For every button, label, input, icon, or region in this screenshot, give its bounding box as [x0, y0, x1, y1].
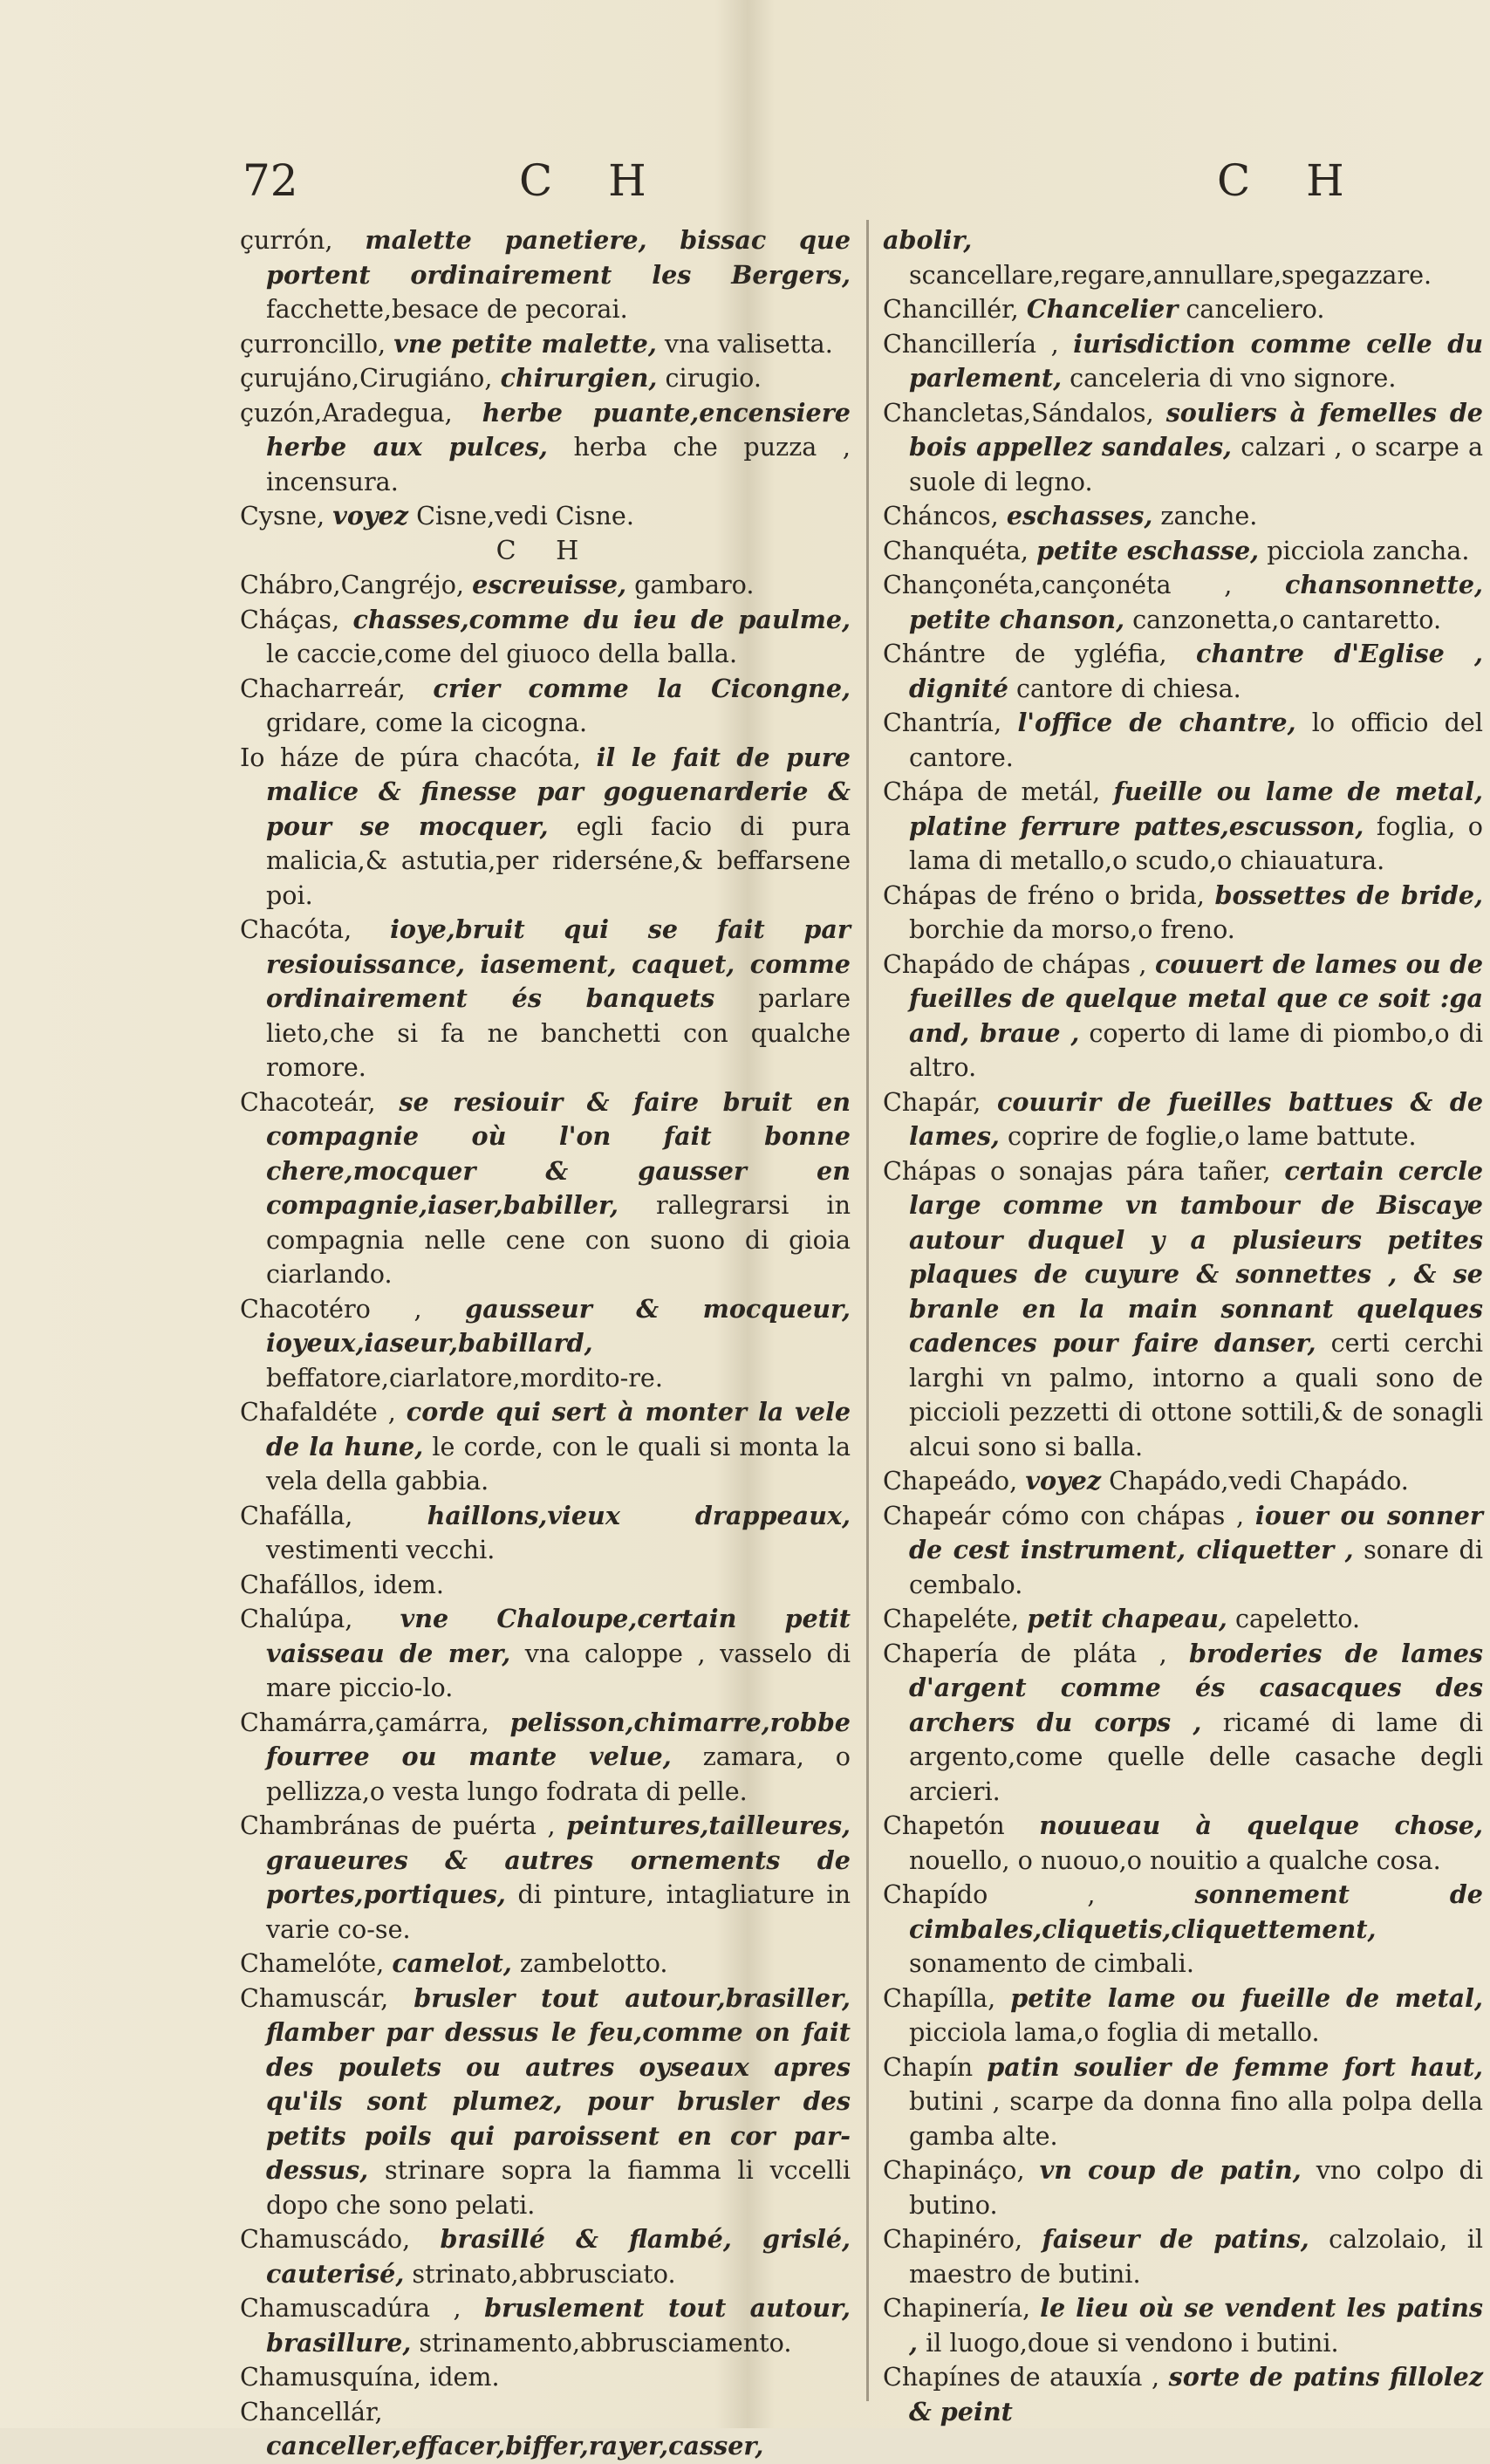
dictionary-entry [883, 2291, 1483, 2360]
dictionary-entry [240, 1947, 851, 1981]
dictionary-entry [883, 2360, 1483, 2429]
entry-headword: Chapetón [883, 1810, 1005, 1840]
dictionary-entry [240, 1981, 851, 2223]
entry-italian: butini , scarpe da donna fino alla polpa della gamba alte. [909, 2086, 1483, 2151]
entry-french: petite lame ou fueille de metal, [1010, 1982, 1484, 2013]
entry-italian: cantore di chiesa. [1016, 673, 1241, 703]
page-number: 72 [243, 155, 298, 206]
dictionary-entry [883, 637, 1483, 706]
entry-headword: Chapádo de chápas , [883, 948, 1147, 979]
entry-headword: Chapináço, [883, 2155, 1025, 2185]
entry-headword: Cysne, [240, 501, 325, 530]
entry-french: faiseur de patins, [1042, 2224, 1309, 2254]
dictionary-entry [240, 361, 851, 396]
entry-italian: sonamento de cimbali. [909, 1948, 1194, 1978]
entry-french: souliers à femelles de bois appellez sandales, [909, 397, 1483, 462]
dictionary-entry [240, 1809, 851, 1947]
entry-italian: vna valisetta. [664, 328, 833, 359]
entry-italian: le caccie,come del giuoco della balla. [266, 639, 738, 668]
dictionary-entry [883, 706, 1483, 775]
entry-headword: Chamuscár, [240, 1982, 389, 2013]
dictionary-entry [883, 2153, 1483, 2222]
entry-headword: çurujáno,Cirugiáno, [240, 363, 493, 393]
entry-headword: Chafállos, [240, 1569, 366, 1599]
entry-french: abolir, [883, 225, 973, 255]
entry-french: fueille ou lame de metal, platine ferrure pattes,escusson, [909, 777, 1483, 841]
entry-headword: Chamuscadúra , [240, 2293, 461, 2323]
entry-french: sonnement de cimbales,cliquetis,cliquettement, [909, 1879, 1483, 1944]
entry-headword: Chapínes de atauxía , [883, 2362, 1160, 2392]
entry-italian: sonare di cembalo. [909, 1535, 1483, 1599]
entry-french: certain cercle large comme vn tambour de Biscaye autour duquel y a plusieurs petites plaques de cuyure & sonnettes , & se branle en la main sonnant quelques cadences pour faire danser, [909, 1155, 1484, 1358]
dictionary-entry [240, 223, 851, 327]
entry-french: brasillé & flambé, grislé, cauterisé, [266, 2224, 851, 2289]
entry-italian: scancellare,regare,annullare,spegazzare. [909, 259, 1432, 290]
entry-headword: Chafálla, [240, 1500, 353, 1530]
entry-french: eschasses, [1006, 501, 1153, 530]
entry-headword: Chapeléte, [883, 1604, 1020, 1633]
entry-headword: Chapeár cómo con chápas , [883, 1500, 1245, 1530]
entry-headword: Chancillería , [883, 328, 1059, 359]
entry-french: vne petite malette, [393, 328, 657, 359]
entry-french: herbe puante,encensiere herbe aux pulces, [266, 397, 851, 462]
entry-italian: il luogo,doue si vendono i butini. [926, 2327, 1339, 2358]
dictionary-entry [240, 913, 851, 1085]
entry-french: brusler tout autour,brasiller, flamber par dessus le feu,comme on fait des poulets ou autres oyseaux apres qu'ils sont plumez, pour brusler des petits poils qui paroissent en cor par-dessus, [266, 1982, 851, 2185]
entry-italian: canzonetta,o cantaretto. [1132, 604, 1442, 634]
entry-italian: facchette,besace de pecorai. [266, 294, 628, 324]
dictionary-entry [883, 1154, 1483, 1465]
dictionary-entry [883, 1809, 1483, 1878]
entry-headword: Cháças, [240, 604, 340, 634]
entry-french: gausseur & mocqueur, ioyeux,iaseur,babillard, [266, 1293, 851, 1358]
entry-italian: zamara, o pellizza,o vesta lungo fodrata di pelle. [266, 1742, 851, 1806]
dictionary-entry [883, 327, 1483, 396]
dictionary-entry [240, 603, 851, 672]
dictionary-entry [240, 1602, 851, 1706]
dictionary-entry [883, 1602, 1483, 1637]
entry-headword: Cháncos, [883, 501, 999, 530]
entry-italian: nouello, o nuouo,o nouitio a qualche cosa. [909, 1845, 1441, 1875]
dictionary-entry [883, 948, 1483, 1085]
entry-italian: vestimenti vecchi. [266, 1535, 496, 1564]
entry-italian: beffatore,ciarlatore,mordito-re. [266, 1362, 663, 1393]
entry-italian: picciola lama,o foglia di metallo. [909, 2017, 1320, 2047]
entry-french: couurir de fueilles battues & de lames, [909, 1086, 1484, 1151]
entry-italian: lo officio del cantore. [909, 708, 1484, 772]
entry-french: pelisson,chimarre,robbe fourree ou mante velue, [266, 1707, 851, 1771]
entry-headword: Chacóta, [240, 914, 352, 944]
entry-french: voyez [1025, 1466, 1102, 1496]
entry-french: nouueau à quelque chose, [1039, 1810, 1484, 1840]
entry-italian: calzari , o scarpe a suole di legno. [909, 432, 1483, 496]
entry-italian: strinato,abbrusciato. [412, 2258, 676, 2289]
dictionary-entry [240, 327, 851, 362]
entry-headword: Chambránas de puérta , [240, 1810, 556, 1840]
dictionary-entry [240, 1085, 851, 1292]
entry-italian: coprire de foglie,o lame battute. [1007, 1121, 1417, 1151]
entry-french: vn coup de patin, [1039, 2155, 1302, 2185]
dictionary-entry [883, 1981, 1483, 2050]
dictionary-entry [240, 1395, 851, 1499]
dictionary-entry [240, 2395, 851, 2464]
entry-italian: herba che puzza , incensura. [266, 432, 851, 496]
entry-french: ioye,bruit qui se fait par resiouissance, iasement, caquet, comme ordinairement és banquets [266, 914, 851, 1013]
entry-french: malette panetiere, bissac que portent ordinairement les Bergers, [266, 225, 851, 290]
dictionary-entry [240, 396, 851, 500]
dictionary-entry [883, 292, 1483, 327]
dictionary-entry [240, 1292, 851, 1396]
entry-headword: Chancletas,Sándalos, [883, 397, 1154, 428]
dictionary-entry [883, 1085, 1483, 1154]
dictionary-entry [883, 775, 1483, 879]
dictionary-entry [883, 2050, 1483, 2154]
entry-headword: Chamuscádo, [240, 2224, 411, 2254]
entry-italian: çurrón, [240, 225, 333, 255]
entry-french: patin soulier de femme fort haut, [987, 2051, 1484, 2082]
entry-italian: zambelotto. [519, 1948, 668, 1978]
entry-headword: Chacharreár, [240, 673, 406, 703]
header-right-letters: C H [1217, 155, 1365, 206]
entry-french: haillons,vieux drappeaux, [427, 1500, 851, 1530]
entry-headword: Chápas de fréno o brida, [883, 880, 1205, 910]
entry-italian: egli facio di pura malicia,& astutia,per riderséne,& beffarsene poi. [266, 811, 851, 910]
dictionary-entry [240, 672, 851, 741]
dictionary-entry [240, 499, 851, 534]
entry-italian: idem. [429, 2362, 500, 2392]
entry-italian: vno colpo di butino. [909, 2155, 1483, 2220]
dictionary-entry [883, 499, 1483, 534]
entry-headword: Chábro,Cangréjo, [240, 570, 465, 599]
dictionary-entry [883, 223, 1483, 292]
entry-headword: Chançonéta,cançonéta , [883, 570, 1233, 599]
entry-headword: Chápas o sonajas pára tañer, [883, 1155, 1271, 1186]
entry-italian: Chapádo,vedi Chapádo. [1109, 1466, 1409, 1496]
entry-french: peintures,tailleures, graueures & autres ornements de portes,portiques, [266, 1810, 851, 1909]
entry-italian: rallegrarsi in compagnia nelle cene con suono di gioia ciarlando. [266, 1190, 851, 1289]
entry-headword: Chantría, [883, 708, 1002, 737]
entry-italian: coperto di lame di piombo,o di altro. [909, 1017, 1483, 1082]
entry-italian: le corde, con le quali si monta la vela della gabbia. [266, 1431, 851, 1496]
entry-french: il le fait de pure malice & finesse par goguenarderie & pour se mocquer, [266, 742, 851, 841]
dictionary-entry [240, 1568, 851, 1603]
entry-french: canceller,effacer,biffer,rayer,casser, [266, 2431, 764, 2461]
entry-headword: Chamusquína, [240, 2362, 421, 2392]
dictionary-entry [883, 1464, 1483, 1499]
entry-italian: capeletto. [1234, 1604, 1361, 1633]
entry-french: camelot, [392, 1948, 512, 1978]
entry-italian: calzolaio, il maestro de butini. [909, 2224, 1483, 2289]
dictionary-entry [883, 1637, 1483, 1810]
entry-italian: foglia, o lama di metallo,o scudo,o chiauatura. [909, 811, 1483, 875]
entry-french: Chancelier [1026, 294, 1179, 324]
dictionary-entry [883, 1499, 1483, 1603]
entry-headword: Io háze de púra chacóta, [240, 742, 582, 772]
dictionary-entry [883, 879, 1483, 948]
entry-headword: Chamárra,çamárra, [240, 1707, 489, 1737]
entry-headword: Chafaldéte , [240, 1397, 396, 1427]
entry-french: vne Chaloupe,certain petit vaisseau de mer, [266, 1604, 851, 1668]
entry-italian: Cisne,vedi Cisne. [416, 501, 634, 530]
entry-french: crier comme la Cicongne, [433, 673, 851, 703]
entry-headword: Chacotéro , [240, 1293, 422, 1324]
entry-french: iurisdiction comme celle du parlement, [909, 328, 1483, 393]
entry-headword: Chalúpa, [240, 1604, 353, 1633]
entry-italian: zanche. [1160, 501, 1258, 530]
entry-headword: Chapído , [883, 1879, 1096, 1909]
column-divider [866, 220, 869, 2401]
entry-italian: gridare, come la cicogna. [266, 708, 588, 737]
entry-french: se resiouir & faire bruit en compagnie où l'on fait bonne chere,mocquer & gausser en compagnie,iaser,babiller, [266, 1086, 851, 1220]
entry-french: couuert de lames ou de fueilles de quelque metal que ce soit :ga and, braue , [909, 948, 1484, 1048]
entry-headword: Chanquéta, [883, 535, 1029, 565]
entry-italian: di pinture, intagliature in varie co-se. [266, 1879, 851, 1944]
entry-italian: idem. [373, 1569, 444, 1599]
entry-italian: parlare lieto,che si fa ne banchetti con qualche romore. [266, 983, 851, 1082]
dictionary-entry [240, 1499, 851, 1568]
entry-headword: Chapinería, [883, 2293, 1031, 2323]
entry-italian: picciola zancha. [1267, 535, 1470, 565]
entry-italian: ricamé di lame di argento,come quelle delle casache degli arcieri. [909, 1707, 1483, 1806]
dictionary-entry [883, 1878, 1483, 1981]
dictionary-entry [240, 2360, 851, 2395]
entry-headword: Chamelóte, [240, 1948, 385, 1978]
entry-headword: Chapár, [883, 1086, 981, 1117]
entry-french: l'office de chantre, [1017, 708, 1296, 737]
entry-italian: certi cerchi larghi vn palmo, intorno a quali sono de piccioli pezzetti di ottone sottili,& de sonagli alcui sono si balla. [909, 1328, 1484, 1461]
entry-french: chirurgien, [500, 363, 658, 393]
entry-headword: Chapílla, [883, 1982, 996, 2013]
entry-italian: canceleria di vno signore. [1070, 363, 1397, 393]
entry-italian: strinamento,abbrusciamento. [419, 2327, 792, 2358]
dictionary-entry [883, 568, 1483, 637]
entry-headword: Chancillér, [883, 294, 1019, 324]
dictionary-entry [240, 568, 851, 603]
entry-french: escreuisse, [472, 570, 627, 599]
dictionary-entry [240, 741, 851, 914]
entry-french: sorte de patins fillolez & peint [909, 2362, 1484, 2426]
page-header [0, 155, 1490, 216]
entry-italian: vna caloppe , vasselo di mare piccio-lo. [266, 1638, 851, 1702]
entry-italian: borchie da morso,o freno. [909, 914, 1235, 944]
entry-french: bruslement tout autour, brasillure, [266, 2293, 851, 2358]
dictionary-entry [240, 2291, 851, 2360]
entry-headword: Chacoteár, [240, 1086, 376, 1117]
entry-french: voyez [332, 501, 408, 530]
entry-italian: cirugio. [665, 363, 762, 393]
section-heading: C H [496, 535, 595, 566]
entry-french: corde qui sert à monter la vele de la hune, [266, 1397, 851, 1461]
dictionary-entry [883, 534, 1483, 569]
entry-italian: gambaro. [634, 570, 755, 599]
entry-headword: çuzón,Aradegua, [240, 397, 453, 428]
entry-french: bossettes de bride, [1214, 880, 1483, 910]
entry-headword: çurroncillo, [240, 328, 386, 359]
entry-french: le lieu où se vendent les patins , [909, 2293, 1483, 2358]
entry-french: chansonnette, petite chanson, [909, 570, 1483, 634]
dictionary-entry [883, 2222, 1483, 2291]
entry-french: iouer ou sonner de cest instrument, cliquetter , [909, 1500, 1483, 1564]
dictionary-entry [240, 1706, 851, 1810]
entry-italian: canceliero. [1186, 294, 1325, 324]
entry-french: broderies de lames d'argent comme és casacques des archers du corps , [909, 1638, 1483, 1737]
entry-headword: Chancellár, [240, 2396, 383, 2426]
entry-french: chantre d'Eglise , dignité [909, 639, 1484, 703]
dictionary-entry [240, 2222, 851, 2291]
entry-headword: Chapería de pláta , [883, 1638, 1167, 1668]
left-column [240, 223, 851, 2461]
entry-headword: Chapinéro, [883, 2224, 1023, 2254]
entry-headword: Chapín [883, 2051, 974, 2082]
entry-headword: Chapeádo, [883, 1466, 1018, 1496]
entry-headword: Chápa de metál, [883, 777, 1101, 806]
entry-french: chasses,comme du ieu de paulme, [352, 604, 851, 634]
entry-italian: strinare sopra la fiamma li vccelli dopo che sono pelati. [266, 2155, 851, 2220]
header-left-letters: C H [519, 155, 667, 206]
entry-french: petite eschasse, [1036, 535, 1260, 565]
entry-headword: Chántre de ygléfia, [883, 639, 1167, 668]
dictionary-entry [883, 396, 1483, 500]
entry-french: petit chapeau, [1027, 1604, 1227, 1633]
right-column [883, 223, 1484, 2426]
